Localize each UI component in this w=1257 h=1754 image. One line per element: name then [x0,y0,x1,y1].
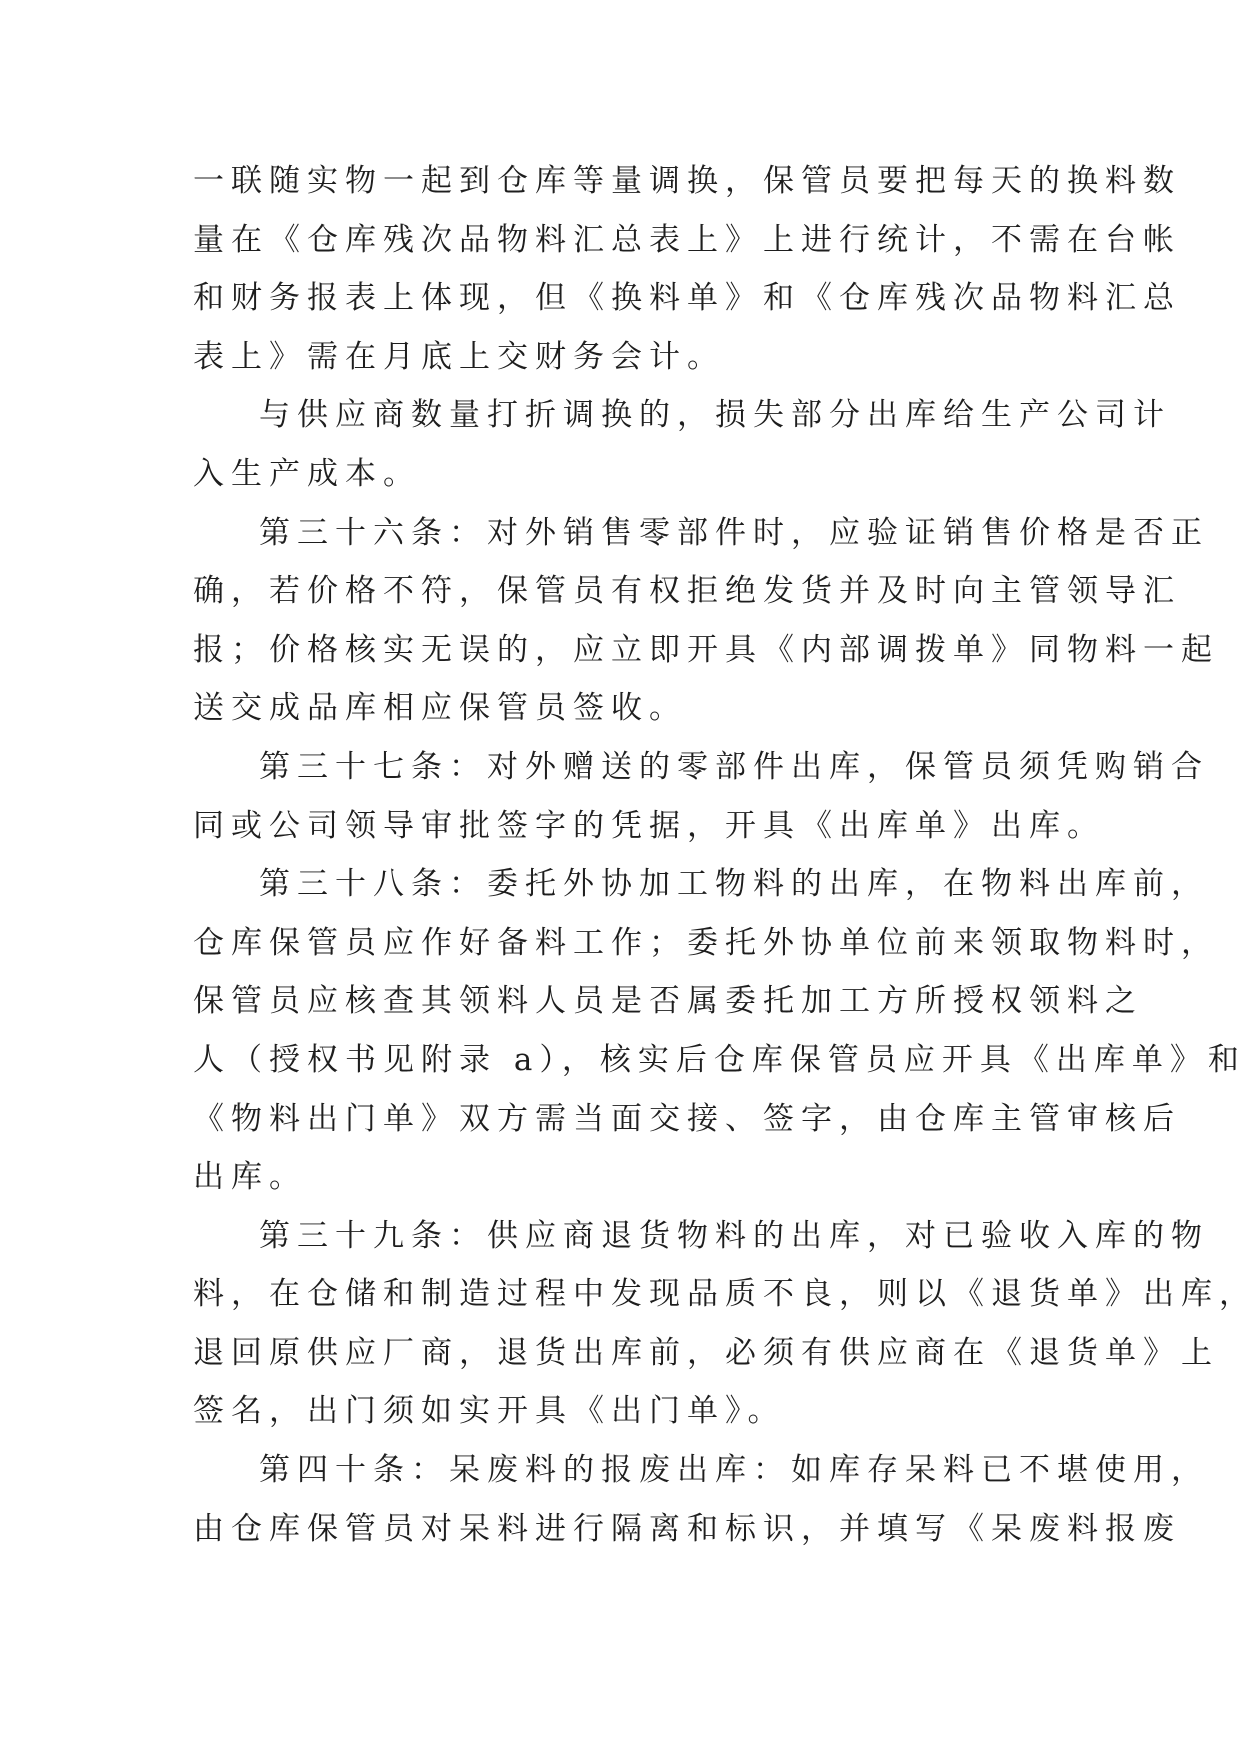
text-line: 出库。 [193,1159,307,1196]
text-line: 表上》需在月底上交财务会计。 [193,338,725,375]
document-body [193,152,1257,1558]
text-line: 仓库保管员应作好备料工作；委托外协单位前来领取物料时， [193,924,1219,961]
text-line: 由仓库保管员对呆料进行隔离和标识，并填写《呆废料报废 [193,1510,1181,1547]
text-line: 第四十条：呆废料的报废出库：如库存呆料已不堪使用， [259,1452,1209,1489]
text-line: 入生产成本。 [193,455,421,492]
text-line: 料，在仓储和制造过程中发现品质不良，则以《退货单》出库， [193,1276,1257,1313]
text-line: 同或公司领导审批签字的凭据，开具《出库单》出库。 [193,807,1105,844]
text-line: 确，若价格不符，保管员有权拒绝发货并及时向主管领导汇 [193,573,1181,610]
text-line: 量在《仓库残次品物料汇总表上》上进行统计，不需在台帐 [193,221,1181,258]
text-line: 保管员应核查其领料人员是否属委托加工方所授权领料之 [193,983,1143,1020]
text-line: 退回原供应厂商，退货出库前，必须有供应商在《退货单》上 [193,1334,1219,1371]
text-line: 第三十九条：供应商退货物料的出库，对已验收入库的物 [259,1217,1209,1254]
text-line: 报；价格核实无误的，应立即开具《内部调拨单》同物料一起 [193,631,1219,668]
text-line: 第三十七条：对外赠送的零部件出库，保管员须凭购销合 [259,748,1209,785]
text-line: 第三十六条：对外销售零部件时，应验证销售价格是否正 [259,514,1209,551]
text-line: 人（授权书见附录 a），核实后仓库保管员应开具《出库单》和 [193,1041,1246,1078]
text-line: 第三十八条：委托外协加工物料的出库，在物料出库前， [259,866,1209,903]
text-line: 签名，出门须如实开具《出门单》。 [193,1393,786,1430]
text-line: 送交成品库相应保管员签收。 [193,690,687,727]
text-line: 《物料出门单》双方需当面交接、签字，由仓库主管审核后 [193,1100,1181,1137]
text-line: 一联随实物一起到仓库等量调换，保管员要把每天的换料数 [193,163,1181,199]
text-line: 和财务报表上体现，但《换料单》和《仓库残次品物料汇总 [193,280,1181,317]
text-line: 与供应商数量打折调换的，损失部分出库给生产公司计 [259,397,1171,434]
